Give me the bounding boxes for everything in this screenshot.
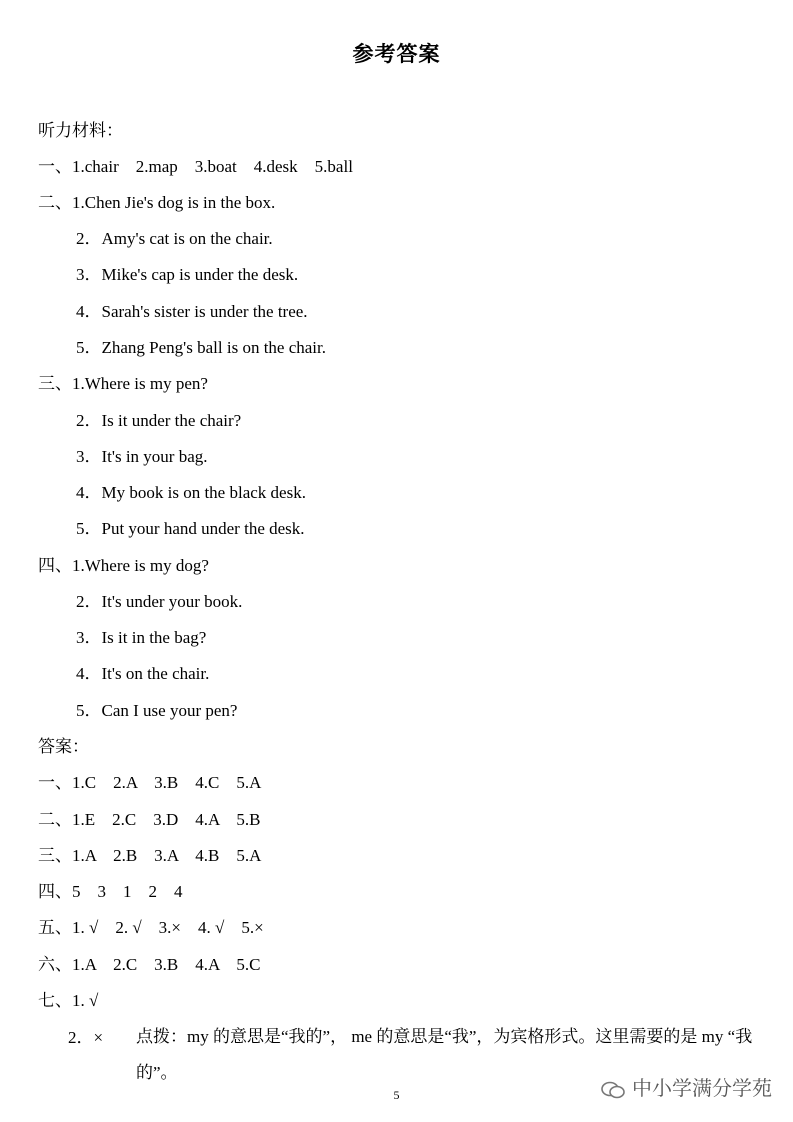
page-title: 参考答案 [352,42,441,66]
answer-section-7-item-2-number: 2．× [68,1028,104,1047]
listening-heading: 听力材料： [38,121,123,140]
listening-section-3-item: 2．Is it under the chair? [76,411,242,430]
answer-section-5: 五、1. √ 2. √ 3.× 4. √ 5.× [38,918,264,937]
listening-section-3-item: 4．My book is on the black desk. [76,483,306,502]
answer-section-4: 四、5 3 1 2 4 [38,882,183,901]
answer-section-2: 二、1.E 2.C 3.D 4.A 5.B [38,810,261,829]
listening-section-2-item: 4．Sarah's sister is under the tree. [76,302,308,321]
listening-section-4-item-1: 四、1.Where is my dog? [38,556,209,575]
answers-heading: 答案： [38,737,89,756]
listening-section-3-item: 5．Put your hand under the desk. [76,519,305,538]
answer-section-7-item-1: 七、1. √ [38,991,99,1010]
answer-section-7-item-2-note: 点拨：my 的意思是“我的”， me 的意思是“我”，为宾格形式。这里需要的是 my “我的”。 [136,1027,753,1082]
page-number: 5 [393,1088,400,1102]
listening-section-4-item: 4．It's on the chair. [76,664,210,683]
listening-section-2-item: 5．Zhang Peng's ball is on the chair. [76,338,326,357]
listening-section-3-item: 3．It's in your bag. [76,447,208,466]
answer-section-3: 三、1.A 2.B 3.A 4.B 5.A [38,846,262,865]
listening-section-2-item-1: 二、1.Chen Jie's dog is in the box. [38,193,276,212]
watermark [600,1072,772,1101]
watermark-text: 中小学满分学苑 [632,1076,772,1100]
wechat-icon [600,1080,626,1100]
listening-section-4-item: 5．Can I use your pen? [76,701,238,720]
listening-section-3-item-1: 三、1.Where is my pen? [38,374,208,393]
listening-section-1: 一、1.chair 2.map 3.boat 4.desk 5.ball [38,157,353,176]
listening-section-2-item: 2．Amy's cat is on the chair. [76,229,273,248]
answer-section-6: 六、1.A 2.C 3.B 4.A 5.C [38,955,261,974]
listening-section-4-item: 2．It's under your book. [76,592,243,611]
listening-section-4-item: 3．Is it in the bag? [76,628,207,647]
answer-section-1: 一、1.C 2.A 3.B 4.C 5.A [38,773,262,792]
listening-section-2-item: 3．Mike's cap is under the desk. [76,265,299,284]
